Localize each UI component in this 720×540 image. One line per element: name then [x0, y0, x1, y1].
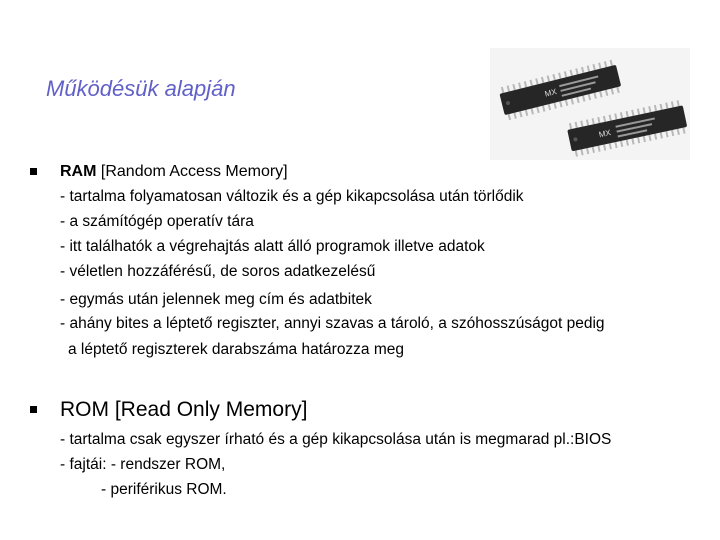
ram-line: - véletlen hozzáférésű, de soros adatkezelésű	[60, 263, 376, 280]
rom-full: [Read Only Memory]	[114, 398, 308, 421]
ram-line: - egymás után jelennek meg cím és adatbitek	[60, 291, 372, 308]
ram-line: - ahány bites a léptető regiszter, annyi szavas a tároló, a szóhosszúságot pedig	[60, 315, 605, 332]
ram-line: - a számítógép operatív tára	[60, 213, 254, 230]
ram-line: - tartalma folyamatosan változik és a gép kikapcsolása után törlődik	[60, 188, 524, 205]
ram-line: a léptető regiszterek darabszáma határozza meg	[68, 341, 405, 358]
svg-text:MX: MX	[598, 127, 612, 140]
ram-heading	[60, 163, 288, 181]
ram-name: RAM	[60, 163, 97, 180]
bullet-ram	[30, 168, 37, 175]
rom-line: - periférikus ROM.	[101, 481, 227, 498]
rom-heading	[60, 398, 307, 422]
svg-text:MX: MX	[543, 87, 558, 99]
ram-line: - itt találhatók a végrehajtás alatt álló programok illetve adatok	[60, 238, 485, 255]
bullet-rom	[30, 406, 37, 413]
slide-title: Működésük alapján	[46, 76, 236, 101]
memory-chips-image	[490, 48, 690, 160]
rom-line: - tartalma csak egyszer írható és a gép kikapcsolása után is megmarad pl.:BIOS	[60, 431, 612, 448]
rom-name: ROM	[60, 398, 109, 421]
rom-line: - fajtái: - rendszer ROM,	[60, 456, 226, 473]
ram-full: [Random Access Memory]	[100, 163, 288, 180]
